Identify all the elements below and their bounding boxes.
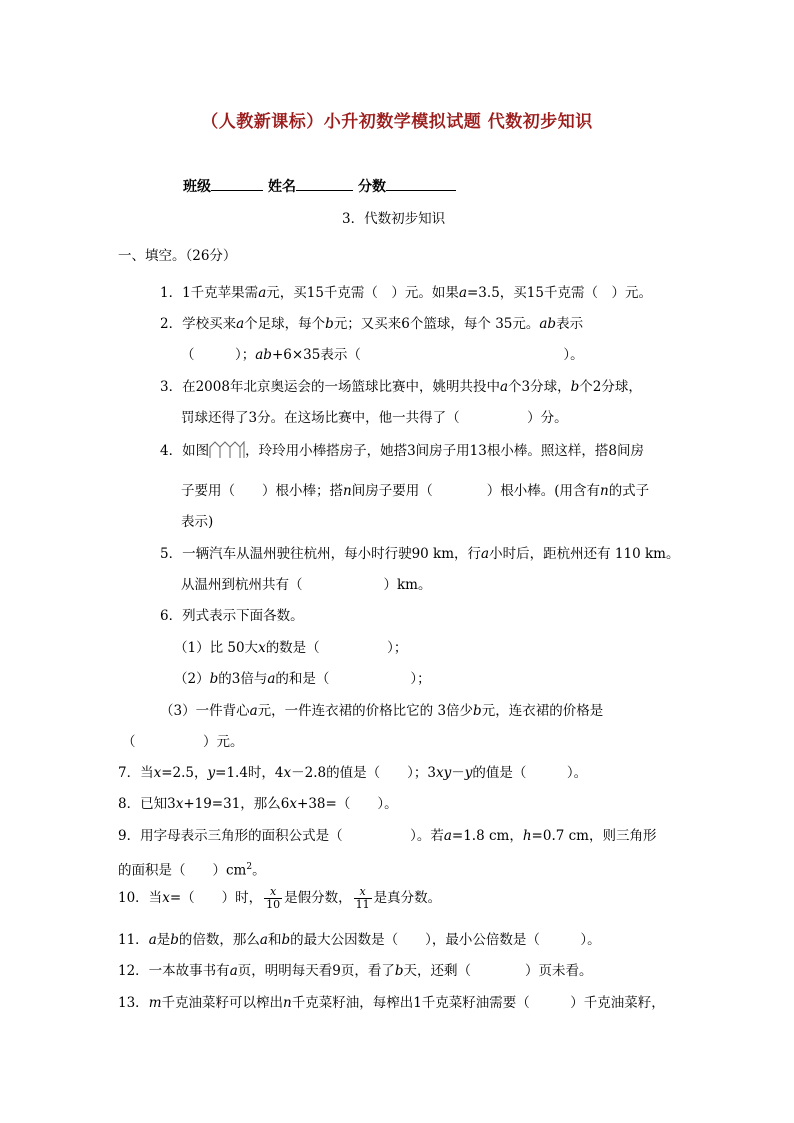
question-6-item-3: （3）一件背心a元，一件连衣裙的价格比它的 3倍少b元，连衣裙的价格是 — [160, 703, 604, 719]
question-6-item-2: （2）b的3倍与a的和是（ ）； — [174, 671, 431, 687]
question-8: 8．已知3x+19=31，那么6x+38=（ ）。 — [118, 796, 398, 812]
question-2-line-2: （ ）；ab+6×35表示（ ）。 — [181, 347, 584, 363]
fraction-x-over-11: $\frac{x}{11}$ — [355, 885, 370, 911]
question-13: 13．m千克油菜籽可以榨出n千克菜籽油，每榨出1千克菜籽油需要（ ）千克油菜籽， — [118, 995, 665, 1011]
question-3-line-1: 3．在2008年北京奥运会的一场篮球比赛中，姚明共投中a个3分球，b个2分球， — [160, 379, 642, 395]
score-label: 分数 — [358, 179, 386, 195]
question-12: 12．一本故事书有a页，明明每天看9页，看了b天，还剩（ ）页未看。 — [118, 963, 593, 979]
score-field[interactable] — [358, 176, 456, 196]
question-6-line-1: 6．列式表示下面各数。 — [160, 608, 304, 624]
question-5-line-2: 从温州到杭州共有（ ）km。 — [181, 577, 432, 593]
section-heading: 3．代数初步知识 — [342, 211, 446, 227]
question-3-line-2: 罚球还得了3分。在这场比赛中，他一共得了（ ）分。 — [181, 410, 568, 426]
houses-figure — [209, 441, 245, 459]
question-5-line-1: 5．一辆汽车从温州驶往杭州，每小时行驶90 km，行a小时后，距杭州还有 110 km。 — [160, 546, 680, 562]
class-field[interactable] — [183, 176, 263, 196]
class-blank[interactable] — [211, 176, 263, 191]
question-4-line-1: 4．如图 ，玲玲用小棒搭房子，她搭3间房子用13根小棒。照这样，搭8间房 — [160, 443, 644, 459]
question-10: 10．当x=（ ）时， $\frac{x}{10}$ 是假分数， $\frac{x}{11}$ 是真分数。 — [118, 885, 442, 911]
question-2-line-1: 2．学校买来a个足球，每个b元；又买来6个篮球，每个 35元。ab表示 — [160, 316, 584, 332]
class-label: 班级 — [183, 179, 211, 195]
question-6-item-1: （1）比 50大x的数是（ ）； — [174, 640, 408, 656]
question-1: 1．1千克苹果需a元，买15千克需（ ）元。如果a=3.5，买15千克需（ ）元。 — [160, 285, 652, 301]
name-blank[interactable] — [296, 176, 353, 191]
document-title: （人教新课标）小升初数学模拟试题 代数初步知识 — [201, 112, 593, 132]
question-6-item-3-line-2: （ ）元。 — [122, 734, 244, 750]
question-7: 7．当x=2.5，y=1.4时，4x－2.8的值是（ ）；3xy－y的值是（ ）。 — [118, 765, 588, 781]
question-4-line-3: 表示) — [181, 514, 214, 530]
fraction-x-over-10: $\frac{x}{10}$ — [266, 885, 281, 911]
name-field[interactable] — [268, 176, 353, 196]
name-label: 姓名 — [268, 179, 296, 195]
question-11: 11．a是b的倍数，那么a和b的最大公因数是（ ），最小公倍数是（ ）。 — [118, 932, 601, 948]
question-9-line-1: 9．用字母表示三角形的面积公式是（ ）。若a=1.8 cm，h=0.7 cm，则三角形 — [118, 828, 657, 844]
score-blank[interactable] — [386, 176, 456, 191]
question-4-line-2: 子要用（ ）根小棒；搭n间房子要用（ ）根小棒。(用含有n的式子 — [181, 483, 650, 499]
part-one-heading: 一、填空。（26分） — [118, 248, 237, 264]
question-9-line-2: 的面积是（ ）$cm^2$。 — [118, 862, 266, 879]
